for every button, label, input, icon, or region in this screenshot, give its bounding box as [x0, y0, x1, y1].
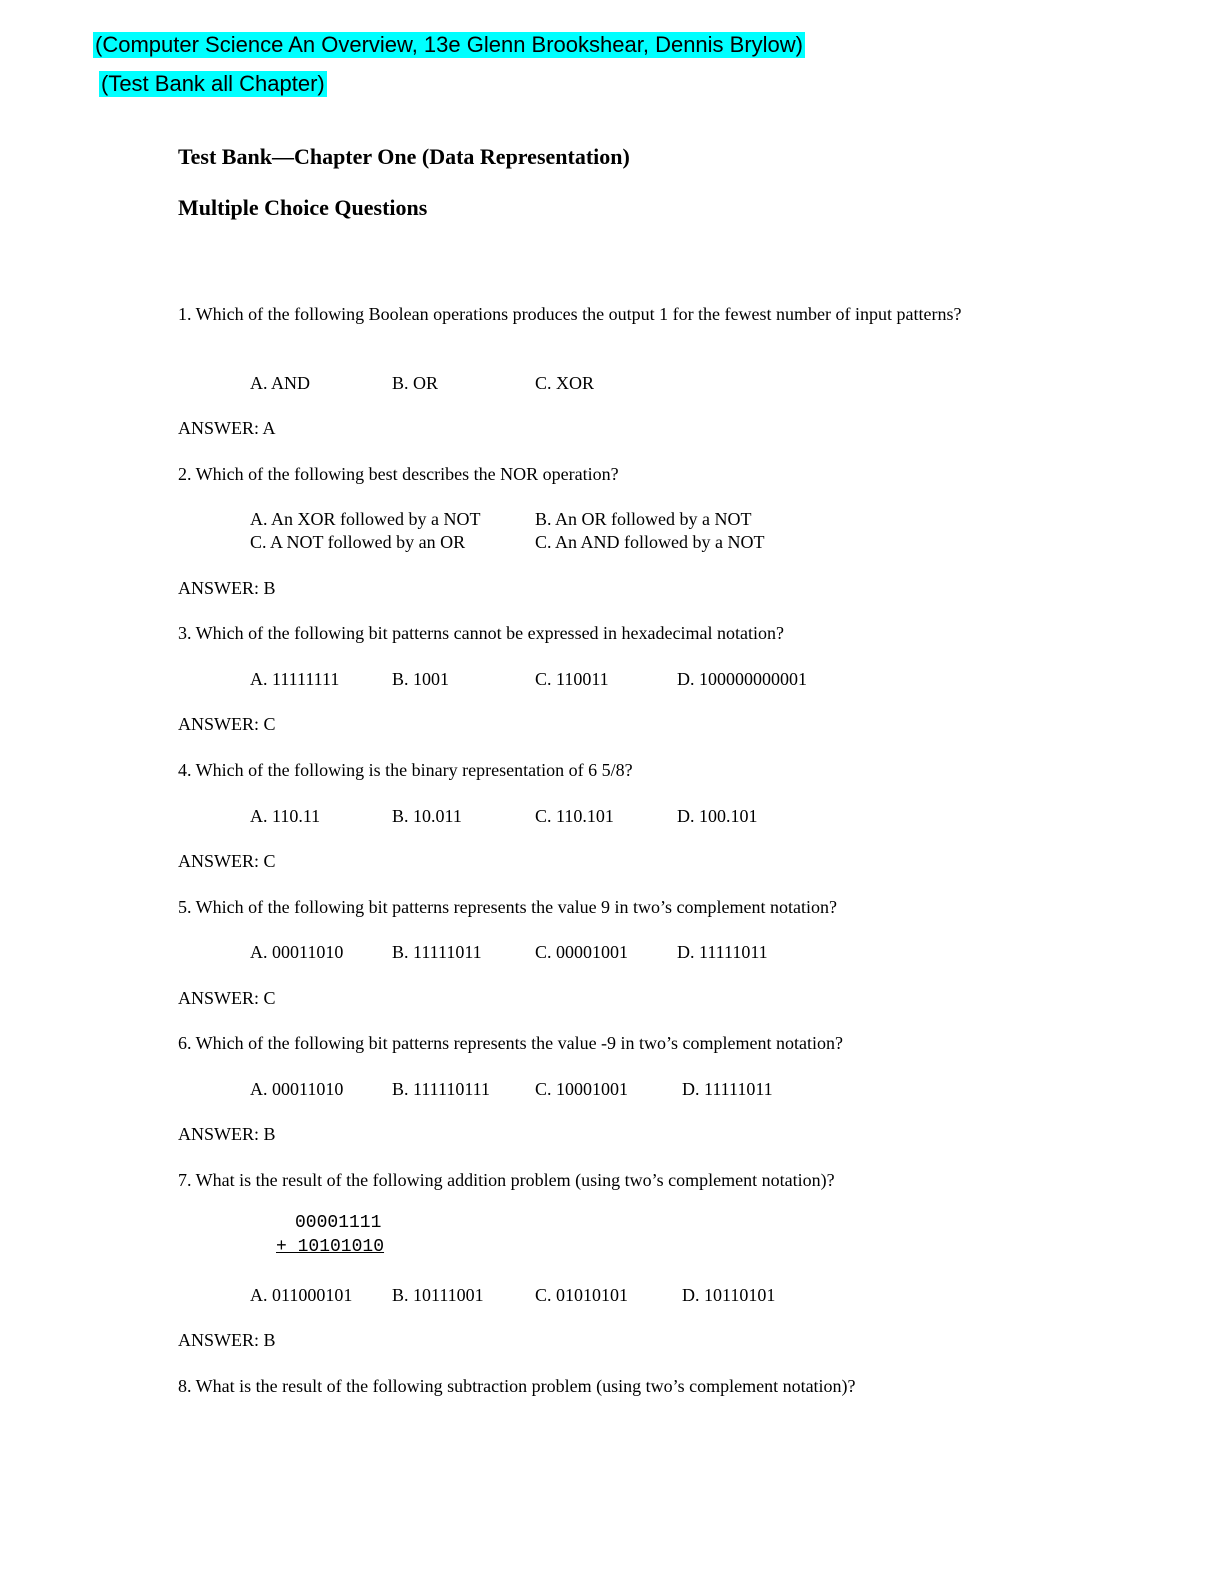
question-5-option-b: B. 11111011	[392, 942, 482, 962]
question-4-option-c: C. 110.101	[535, 806, 614, 826]
question-4-option-b: B. 10.011	[392, 806, 462, 826]
question-5-answer: ANSWER: C	[178, 988, 276, 1008]
document-title: Test Bank—Chapter One (Data Representation)	[178, 144, 630, 169]
question-2-option-b: B. An OR followed by a NOT	[535, 509, 752, 529]
question-5-text: 5. Which of the following bit patterns represents the value 9 in two’s complement notation?	[178, 897, 838, 917]
question-7-option-d: D. 10110101	[682, 1285, 776, 1305]
question-1-option-b: B. OR	[392, 373, 439, 393]
question-6-option-b: B. 111110111	[392, 1079, 490, 1099]
question-2-option-c: C. A NOT followed by an OR	[250, 532, 466, 552]
question-1-option-c: C. XOR	[535, 373, 595, 393]
question-5-option-a: A. 00011010	[250, 942, 344, 962]
question-3-answer: ANSWER: C	[178, 714, 276, 734]
question-7-option-c: C. 01010101	[535, 1285, 629, 1305]
question-4-option-a: A. 110.11	[250, 806, 321, 826]
question-4-text: 4. Which of the following is the binary representation of 6 5/8?	[178, 760, 633, 780]
question-7-answer: ANSWER: B	[178, 1330, 276, 1350]
question-6-option-c: C. 10001001	[535, 1079, 629, 1099]
question-1-text: 1. Which of the following Boolean operations produces the output 1 for the fewest number of input patterns?	[178, 304, 962, 324]
question-7-text: 7. What is the result of the following addition problem (using two’s complement notation)?	[178, 1170, 835, 1190]
header-line-2: (Test Bank all Chapter)	[101, 71, 325, 96]
question-5-option-c: C. 00001001	[535, 942, 629, 962]
question-2-text: 2. Which of the following best describes the NOR operation?	[178, 464, 619, 484]
question-1-answer: ANSWER: A	[178, 418, 276, 438]
question-2-option-a: A. An XOR followed by a NOT	[250, 509, 481, 529]
question-5-option-d: D. 11111011	[677, 942, 768, 962]
question-3-text: 3. Which of the following bit patterns cannot be expressed in hexadecimal notation?	[178, 623, 784, 643]
question-6-option-d: D. 11111011	[682, 1079, 773, 1099]
question-7-operand-1: 00001111	[295, 1213, 382, 1233]
question-3-option-a: A. 11111111	[250, 669, 340, 689]
question-6-answer: ANSWER: B	[178, 1124, 276, 1144]
question-4-answer: ANSWER: C	[178, 851, 276, 871]
question-2-answer: ANSWER: B	[178, 578, 276, 598]
question-7-option-b: B. 10111001	[392, 1285, 484, 1305]
question-7-option-a: A. 011000101	[250, 1285, 353, 1305]
question-2-option-d: C. An AND followed by a NOT	[535, 532, 765, 552]
question-3-option-c: C. 110011	[535, 669, 609, 689]
question-3-option-b: B. 1001	[392, 669, 450, 689]
question-1-option-a: A. AND	[250, 373, 311, 393]
header-line-1: (Computer Science An Overview, 13e Glenn Brookshear, Dennis Brylow)	[95, 32, 803, 57]
question-4-option-d: D. 100.101	[677, 806, 758, 826]
section-subtitle: Multiple Choice Questions	[178, 195, 428, 220]
question-7-operand-2: + 10101010	[276, 1237, 385, 1257]
question-3-option-d: D. 100000000001	[677, 669, 807, 689]
question-8-text: 8. What is the result of the following subtraction problem (using two’s complement notation)?	[178, 1376, 856, 1396]
question-6-option-a: A. 00011010	[250, 1079, 344, 1099]
question-6-text: 6. Which of the following bit patterns represents the value -9 in two’s complement notation?	[178, 1033, 844, 1053]
